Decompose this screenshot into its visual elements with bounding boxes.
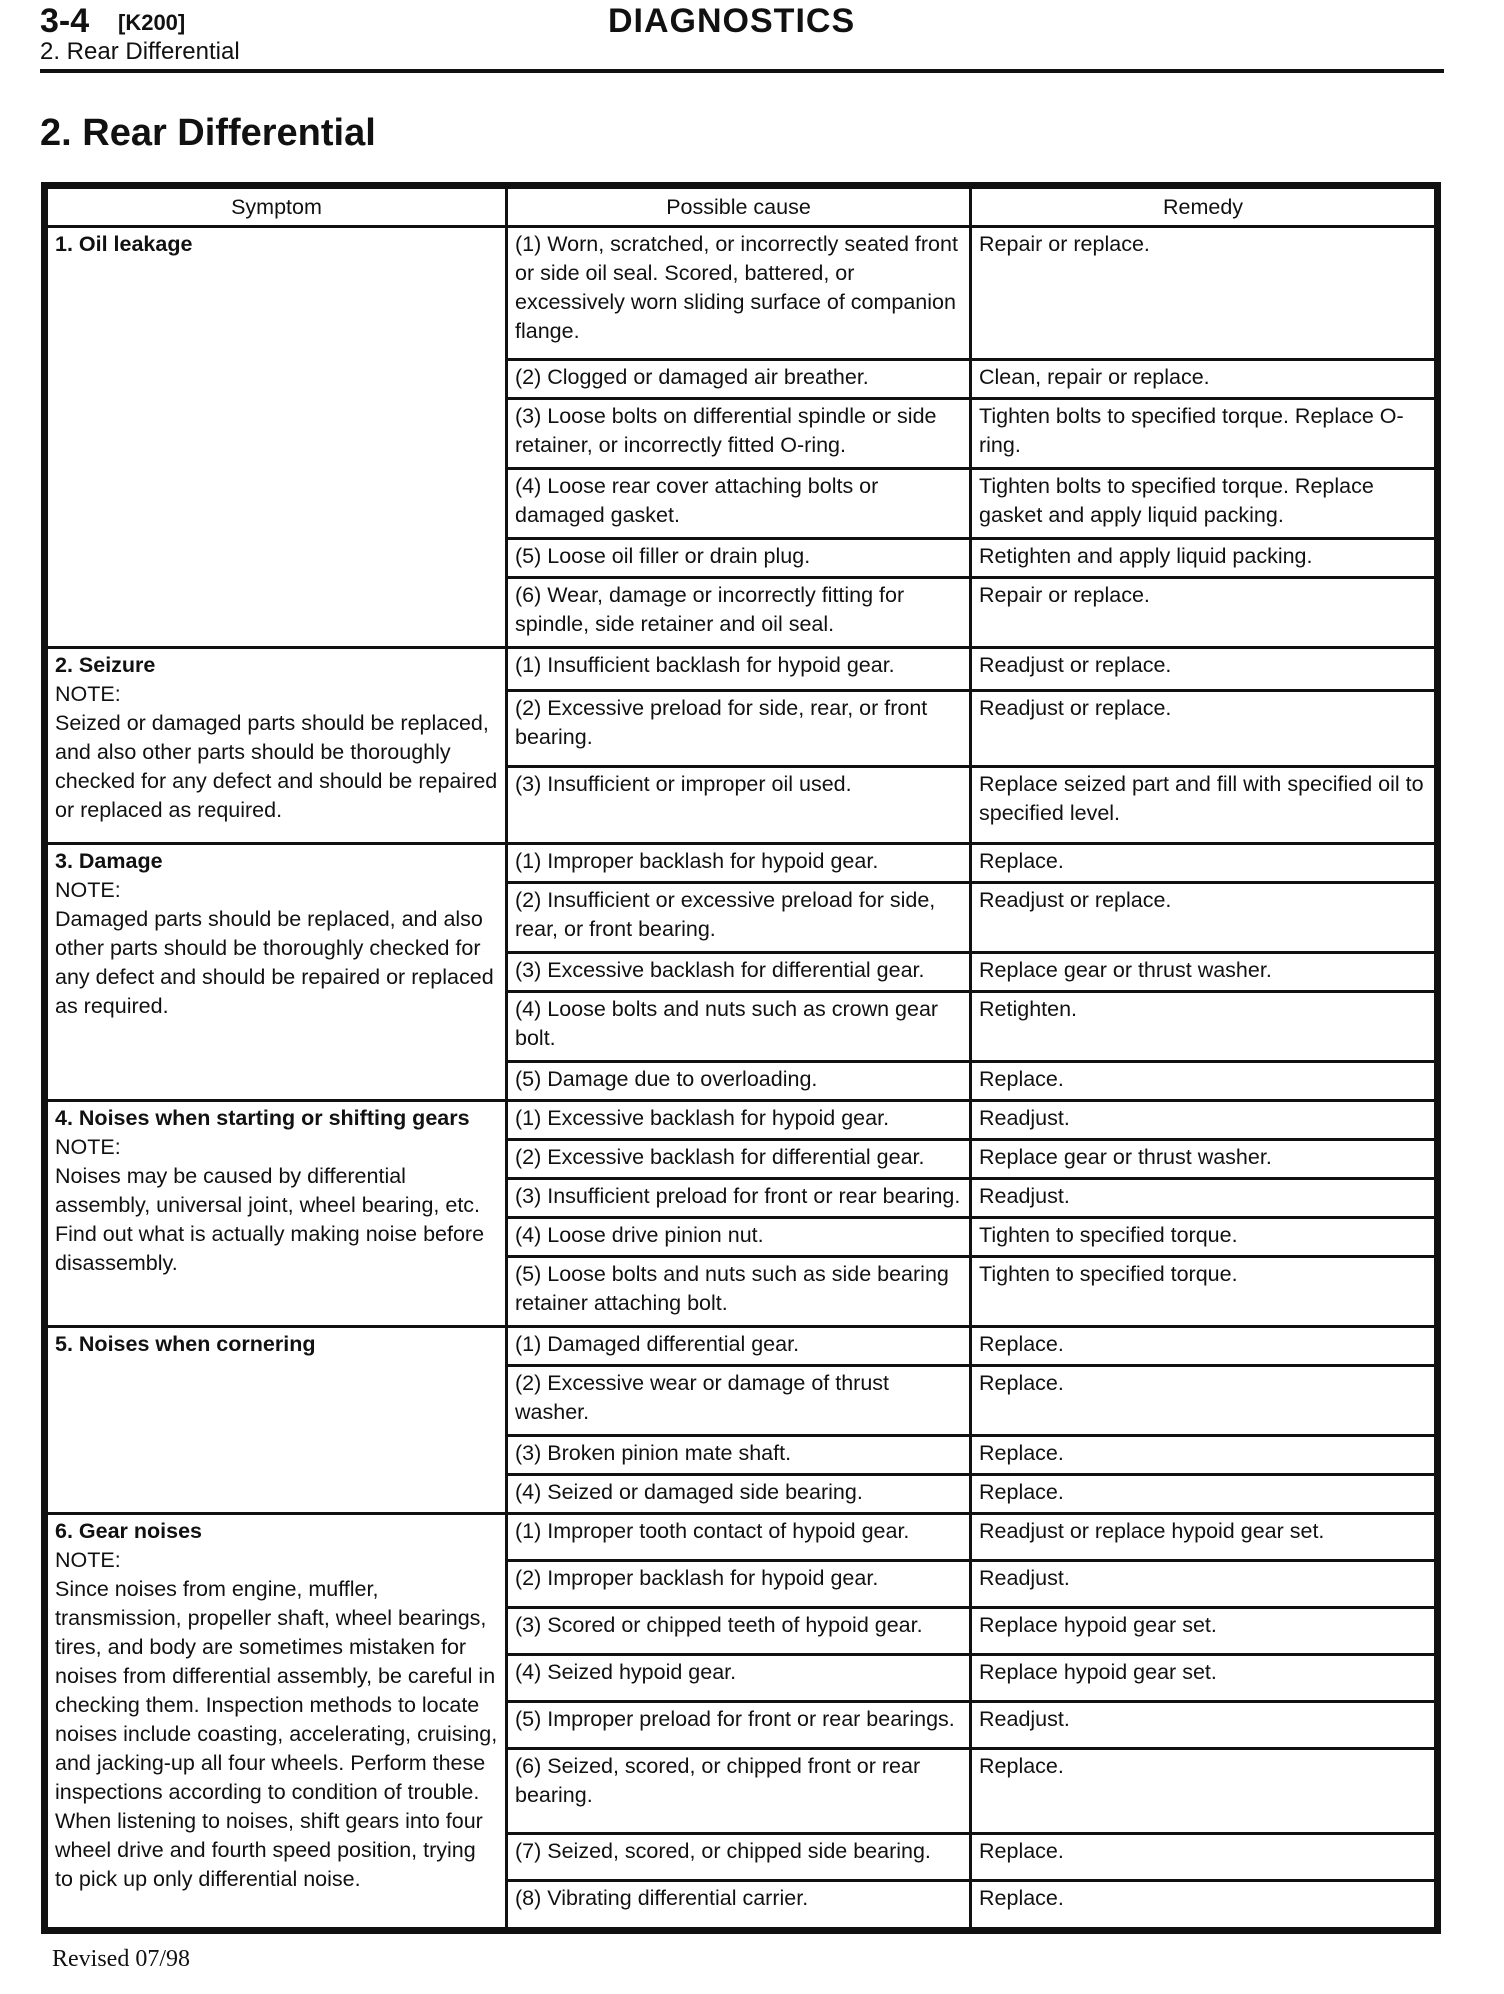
symptom-title: 1. Oil leakage <box>55 232 193 256</box>
cause-cell: (5) Loose oil filler or drain plug. <box>507 539 971 578</box>
symptom-note-label: NOTE: <box>55 1135 121 1160</box>
cause-cell: (6) Wear, damage or incorrectly fitting for spindle, side retainer and oil seal. <box>507 578 971 648</box>
cause-cell: (1) Damaged differential gear. <box>507 1326 971 1365</box>
cause-cell: (2) Insufficient or excessive preload for side, rear, or front bearing. <box>507 882 971 952</box>
remedy-cell: Retighten and apply liquid packing. <box>971 539 1436 578</box>
page-number: 3-4 <box>40 2 90 40</box>
table-row <box>47 1101 1436 1140</box>
remedy-cell: Replace. <box>971 1436 1436 1475</box>
symptom-cell <box>47 843 507 1100</box>
remedy-cell: Readjust or replace hypoid gear set. <box>971 1513 1436 1560</box>
remedy-cell: Clean, repair or replace. <box>971 359 1436 398</box>
cause-cell: (1) Improper tooth contact of hypoid gear. <box>507 1513 971 1560</box>
subsection-label: 2. Rear Differential <box>40 38 240 65</box>
symptom-cell <box>47 1513 507 1928</box>
symptom-cell <box>47 1101 507 1327</box>
page-title: 2. Rear Differential <box>40 112 376 154</box>
symptom-note-label: NOTE: <box>55 682 121 707</box>
cause-cell: (4) Seized or damaged side bearing. <box>507 1474 971 1513</box>
model-code: [K200] <box>118 10 186 35</box>
table-row <box>47 1513 1436 1560</box>
remedy-cell: Readjust. <box>971 1702 1436 1749</box>
symptom-note-label: NOTE: <box>55 1547 121 1572</box>
cause-cell: (1) Excessive backlash for hypoid gear. <box>507 1101 971 1140</box>
remedy-cell: Tighten bolts to specified torque. Replace O-ring. <box>971 398 1436 468</box>
cause-cell: (2) Excessive preload for side, rear, or front bearing. <box>507 690 971 767</box>
symptom-title: 4. Noises when starting or shifting gears <box>55 1106 470 1131</box>
cause-cell: (3) Insufficient preload for front or rear bearing. <box>507 1178 971 1217</box>
table-row <box>47 1326 1436 1365</box>
remedy-cell: Repair or replace. <box>971 227 1436 360</box>
remedy-cell: Repair or replace. <box>971 578 1436 648</box>
symptom-title: 5. Noises when cornering <box>55 1331 316 1356</box>
remedy-cell: Replace gear or thrust washer. <box>971 1139 1436 1178</box>
column-header-symptom: Symptom <box>47 188 507 227</box>
remedy-cell: Replace. <box>971 1062 1436 1101</box>
header-rule <box>40 69 1444 73</box>
symptom-note-text: Since noises from engine, muffler, transmission, propeller shaft, wheel bearings, tires, and body are sometimes mistaken for noises from differential assembly, be careful in checking them. Inspection methods to locate noises include coasting, accelerating, cruising, and jacking-up all four wheels. Perform these inspections according to condition of trouble. When listening to noises, shift gears into four wheel drive and fourth speed position, trying to pick up only differential noise. <box>55 1576 498 1891</box>
remedy-cell: Replace. <box>971 1834 1436 1881</box>
cause-cell: (4) Loose rear cover attaching bolts or damaged gasket. <box>507 469 971 539</box>
symptom-note-text: Seized or damaged parts should be replaced, and also other parts should be thoroughly checked for any defect and should be repaired or replaced as required. <box>55 711 498 823</box>
cause-cell: (3) Broken pinion mate shaft. <box>507 1436 971 1475</box>
table-row <box>47 227 1436 360</box>
table-body <box>47 227 1436 1929</box>
cause-cell: (1) Improper backlash for hypoid gear. <box>507 843 971 882</box>
symptom-note-label: NOTE: <box>55 877 121 902</box>
cause-cell: (2) Clogged or damaged air breather. <box>507 359 971 398</box>
symptom-cell <box>47 1326 507 1513</box>
symptom-title: 6. Gear noises <box>55 1518 202 1543</box>
diagnostics-table <box>45 186 1437 1930</box>
remedy-cell: Replace seized part and fill with specified oil to specified level. <box>971 767 1436 844</box>
cause-cell: (3) Excessive backlash for differential gear. <box>507 953 971 992</box>
remedy-cell: Tighten bolts to specified torque. Replace gasket and apply liquid packing. <box>971 469 1436 539</box>
cause-cell: (2) Excessive wear or damage of thrust washer. <box>507 1365 971 1435</box>
symptom-note-text: Noises may be caused by differential assembly, universal joint, wheel bearing, etc. Find out what is actually making noise before disassembly. <box>55 1164 485 1276</box>
cause-cell: (4) Seized hypoid gear. <box>507 1655 971 1702</box>
remedy-cell: Replace. <box>971 1474 1436 1513</box>
remedy-cell: Readjust or replace. <box>971 648 1436 690</box>
cause-cell: (4) Loose drive pinion nut. <box>507 1217 971 1256</box>
remedy-cell: Replace. <box>971 843 1436 882</box>
remedy-cell: Readjust or replace. <box>971 882 1436 952</box>
cause-cell: (2) Improper backlash for hypoid gear. <box>507 1560 971 1607</box>
cause-cell: (3) Loose bolts on differential spindle or side retainer, or incorrectly fitted O-ring. <box>507 398 971 468</box>
remedy-cell: Replace hypoid gear set. <box>971 1607 1436 1654</box>
cause-cell: (2) Excessive backlash for differential gear. <box>507 1139 971 1178</box>
remedy-cell: Readjust or replace. <box>971 690 1436 767</box>
cause-cell: (3) Scored or chipped teeth of hypoid gear. <box>507 1607 971 1654</box>
symptom-title: 3. Damage <box>55 848 163 873</box>
remedy-cell: Replace. <box>971 1365 1436 1435</box>
symptom-cell <box>47 648 507 844</box>
symptom-title: 2. Seizure <box>55 653 156 678</box>
section-title: DIAGNOSTICS <box>608 2 856 40</box>
remedy-cell: Replace. <box>971 1326 1436 1365</box>
remedy-cell: Readjust. <box>971 1101 1436 1140</box>
cause-cell: (8) Vibrating differential carrier. <box>507 1881 971 1929</box>
table-row <box>47 843 1436 882</box>
remedy-cell: Replace. <box>971 1749 1436 1834</box>
table-row <box>47 648 1436 690</box>
cause-cell: (7) Seized, scored, or chipped side bearing. <box>507 1834 971 1881</box>
column-header-cause: Possible cause <box>507 188 971 227</box>
remedy-cell: Readjust. <box>971 1178 1436 1217</box>
remedy-cell: Replace hypoid gear set. <box>971 1655 1436 1702</box>
column-header-remedy: Remedy <box>971 188 1436 227</box>
symptom-cell <box>47 227 507 648</box>
diagnostics-table-container <box>41 182 1441 1934</box>
cause-cell: (6) Seized, scored, or chipped front or rear bearing. <box>507 1749 971 1834</box>
cause-cell: (1) Insufficient backlash for hypoid gear. <box>507 648 971 690</box>
remedy-cell: Tighten to specified torque. <box>971 1217 1436 1256</box>
cause-cell: (1) Worn, scratched, or incorrectly seated front or side oil seal. Scored, battered, or excessively worn sliding surface of companion flange. <box>507 227 971 360</box>
remedy-cell: Retighten. <box>971 991 1436 1061</box>
revision-note: Revised 07/98 <box>52 1946 190 1972</box>
cause-cell: (5) Loose bolts and nuts such as side bearing retainer attaching bolt. <box>507 1256 971 1326</box>
symptom-note-text: Damaged parts should be replaced, and also other parts should be thoroughly checked for any defect and should be repaired or replaced as required. <box>55 906 494 1018</box>
cause-cell: (4) Loose bolts and nuts such as crown gear bolt. <box>507 991 971 1061</box>
table-header-row <box>47 188 1436 227</box>
remedy-cell: Replace gear or thrust washer. <box>971 953 1436 992</box>
cause-cell: (5) Damage due to overloading. <box>507 1062 971 1101</box>
cause-cell: (3) Insufficient or improper oil used. <box>507 767 971 844</box>
remedy-cell: Replace. <box>971 1881 1436 1929</box>
cause-cell: (5) Improper preload for front or rear bearings. <box>507 1702 971 1749</box>
remedy-cell: Readjust. <box>971 1560 1436 1607</box>
remedy-cell: Tighten to specified torque. <box>971 1256 1436 1326</box>
